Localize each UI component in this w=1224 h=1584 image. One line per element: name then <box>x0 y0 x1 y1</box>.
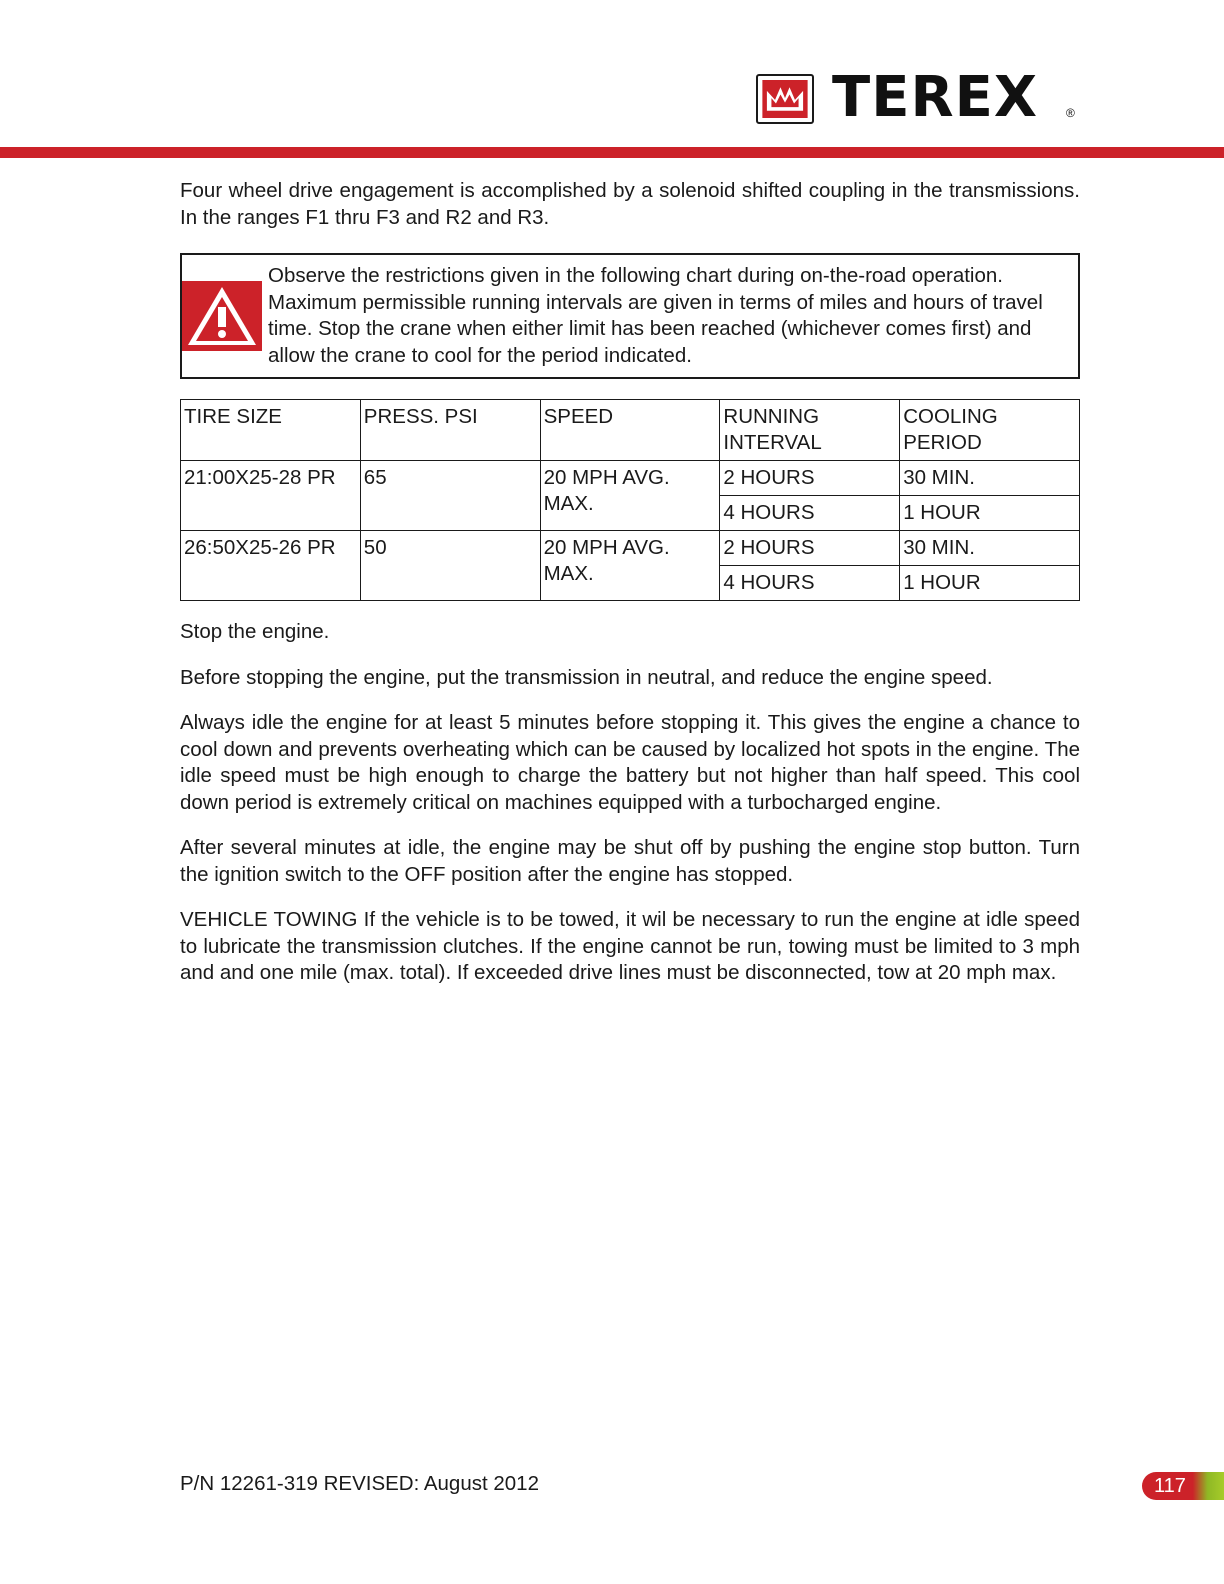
body-paragraph-before-stopping: Before stopping the engine, put the transmission in neutral, and reduce the engine speed. <box>180 665 993 689</box>
header-speed: SPEED <box>540 400 720 461</box>
header-cooling-period: COOLING PERIOD <box>900 400 1080 461</box>
speed-cell: 20 MPH AVG. MAX. <box>540 531 720 601</box>
interval-cell: 4 HOURS <box>720 566 900 601</box>
header-pressure: PRESS. PSI <box>360 400 540 461</box>
terex-crown-icon <box>756 74 814 124</box>
body-paragraph-idle: Always idle the engine for at least 5 minutes before stopping it. This gives the engine a chance to cool down and prevents overheating which can be caused by localized hot spots in the engine. The idle speed must be high enough to charge the battery but not higher than half speed. This cool down period is extremely critical on machines equipped with a turbocharged engine. <box>180 711 1080 814</box>
cooling-cell: 30 MIN. <box>900 531 1080 566</box>
cooling-cell: 30 MIN. <box>900 461 1080 496</box>
tire-size-cell: 26:50X25-26 PR <box>181 531 361 601</box>
interval-cell: 4 HOURS <box>720 496 900 531</box>
speed-cell: 20 MPH AVG. MAX. <box>540 461 720 531</box>
interval-cell: 2 HOURS <box>720 461 900 496</box>
warning-icon-container <box>182 255 268 377</box>
terex-logo <box>756 65 1086 130</box>
warning-text: Observe the restrictions given in the following chart during on-the-road operation. Maximum permissible running intervals are given in terms of miles and hours of travel time. Stop the crane when either limit has been reached (whichever comes first) and allow the crane to cool for the period indicated. <box>268 264 1043 367</box>
body-paragraph-stop-engine: Stop the engine. <box>180 620 330 643</box>
warning-triangle-icon <box>182 281 262 351</box>
table-header-row <box>181 400 1080 461</box>
pressure-cell: 50 <box>360 531 540 601</box>
body-paragraph-shutoff: After several minutes at idle, the engine may be shut off by pushing the engine stop button. Turn the ignition switch to the OFF position after the engine has stopped. <box>180 836 1080 886</box>
page-number-tab: 117 <box>1142 1472 1224 1500</box>
table-row <box>181 461 1080 496</box>
cooling-cell: 1 HOUR <box>900 566 1080 601</box>
header-divider <box>0 147 1224 158</box>
registered-mark: ® <box>1066 106 1075 120</box>
header-tire-size: TIRE SIZE <box>181 400 361 461</box>
brand-name: TEREX <box>832 65 1039 130</box>
tire-size-cell: 21:00X25-28 PR <box>181 461 361 531</box>
footer-part-number: P/N 12261-319 REVISED: August 2012 <box>180 1472 539 1495</box>
pressure-cell: 65 <box>360 461 540 531</box>
warning-box <box>180 253 1080 379</box>
body-paragraph-towing: VEHICLE TOWING If the vehicle is to be towed, it wil be necessary to run the engine at idle speed to lubricate the transmission clutches. If the engine cannot be run, towing must be limited to 3 mph and and one mile (max. total). If exceeded drive lines must be disconnected, tow at 20 mph max. <box>180 908 1080 984</box>
cooling-cell: 1 HOUR <box>900 496 1080 531</box>
interval-cell: 2 HOURS <box>720 531 900 566</box>
tire-speed-table <box>180 399 1080 601</box>
intro-paragraph: Four wheel drive engagement is accomplished by a solenoid shifted coupling in the transmissions. In the ranges F1 thru F3 and R2 and R3. <box>180 179 1080 229</box>
table-row <box>181 531 1080 566</box>
page-content <box>180 178 1080 1006</box>
header-running-interval: RUNNING INTERVAL <box>720 400 900 461</box>
